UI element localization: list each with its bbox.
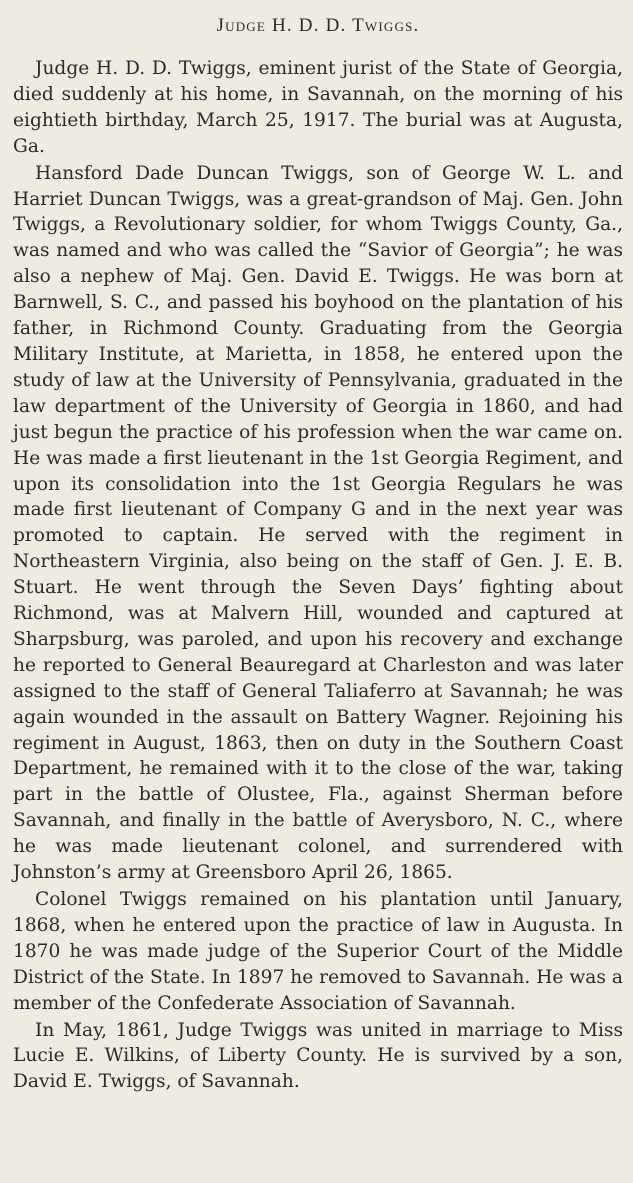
document-page (13, 12, 623, 1095)
paragraph-family: In May, 1861, Judge Twiggs was united in marriage to Miss Lucie E. Wilkins, of Liberty County. He is survived by a son, David E. Twiggs, of Savannah. (13, 1019, 623, 1093)
obituary-title: Judge H. D. D. Twiggs. (216, 15, 420, 36)
paragraph-death-notice: Judge H. D. D. Twiggs, eminent jurist of the State of Georgia, died suddenly at his home, in Savannah, on the morning of his eightieth birthday, March 25, 1917. The burial was at Augusta, Ga. (13, 58, 623, 157)
paragraph-postwar-career: Colonel Twiggs remained on his plantation until January, 1868, when he entered upon the practice of law in Augusta. In 1870 he was made judge of the Superior Court of the Middle District of the State. In 1897 he removed to Savannah. He was a member of the Confederate Association of Savannah. (13, 889, 623, 1014)
paragraph-biography: Hansford Dade Duncan Twiggs, son of George W. L. and Harriet Duncan Twiggs, was a great-grandson of Maj. Gen. John Twiggs, a Revolutionary soldier, for whom Twiggs County, Ga., was named and who was called the “Savior of Georgia”; he was also a nephew of Maj. Gen. David E. Twiggs. He was born at Barnwell, S. C., and passed his boyhood on the plantation of his father, in Richmond County. Graduating from the Georgia Military Institute, at Marietta, in 1858, he entered upon the study of law at the University of Pennsylvania, graduated in the law department of the University of Georgia in 1860, and had just begun the practice of his profession when the war came on. He was made a first lieutenant in the 1st Georgia Regiment, and upon its consolidation into the 1st Georgia Regulars he was made first lieutenant of Company G and in the next year was promoted to captain. He served with the regiment in Northeastern Virginia, also being on the staff of Gen. J. E. B. Stuart. He went through the Seven Days’ fighting about Richmond, was at Malvern Hill, wounded and captured at Sharpsburg, was paroled, and upon his recovery and exchange he reported to General Beauregard at Charleston and was later assigned to the staff of General Taliaferro at Savannah; he was again wounded in the assault on Battery Wagner. Rejoining his regiment in August, 1863, then on duty in the Southern Coast Department, he remained with it to the close of the war, taking part in the battle of Olustee, Fla., against Sherman before Savannah, and finally in the battle of Averysboro, N. C., where he was made lieutenant colonel, and surrendered with Johnston’s army at Greensboro April 26, 1865. (13, 162, 623, 884)
